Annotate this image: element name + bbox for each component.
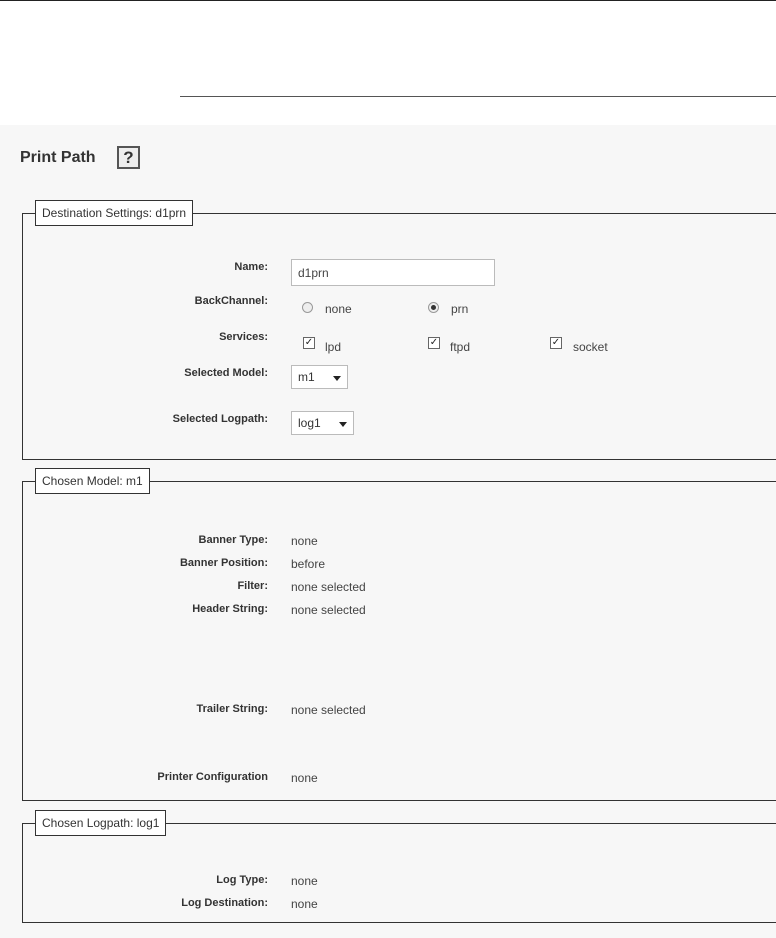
- log-destination-label: Log Destination:: [181, 897, 268, 909]
- log-destination-value: none: [291, 897, 318, 911]
- selected-model-label: Selected Model:: [184, 367, 268, 379]
- service-socket-checkbox[interactable]: ✓: [551, 337, 561, 348]
- banner-type-label: Banner Type:: [198, 534, 268, 546]
- header-divider: [180, 96, 776, 97]
- selected-logpath-label: Selected Logpath:: [172, 413, 268, 425]
- trailer-string-value: none selected: [291, 703, 366, 717]
- chevron-down-icon: [339, 422, 347, 427]
- service-lpd-label: lpd: [325, 340, 342, 354]
- banner-type-value: none: [291, 534, 318, 548]
- log-type-value: none: [291, 874, 318, 888]
- filter-label: Filter:: [237, 580, 268, 592]
- backchannel-prn-radio[interactable]: [428, 302, 439, 313]
- logpath-select[interactable]: [291, 411, 354, 435]
- backchannel-none-label: none: [325, 302, 352, 316]
- header-string-label: Header String:: [192, 603, 268, 615]
- help-icon[interactable]: ?: [117, 146, 140, 169]
- banner-position-label: Banner Position:: [179, 557, 268, 569]
- log-type-label: Log Type:: [216, 874, 268, 886]
- backchannel-label: BackChannel:: [194, 295, 268, 307]
- chosen-logpath-panel: [22, 816, 776, 923]
- banner-position-value: before: [291, 557, 326, 571]
- model-select-value: m1: [298, 370, 315, 384]
- backchannel-none-radio[interactable]: [302, 302, 313, 313]
- destination-settings-panel: [22, 206, 776, 460]
- logpath-select-value: log1: [298, 416, 321, 430]
- header-area: [0, 5, 776, 125]
- destination-settings-legend: Destination Settings: d1prn: [35, 200, 193, 226]
- name-label: Name:: [234, 261, 268, 273]
- chosen-model-panel: [22, 474, 776, 801]
- chevron-down-icon: [333, 376, 341, 381]
- services-label: Services:: [219, 331, 268, 343]
- filter-value: none selected: [291, 580, 366, 594]
- name-input[interactable]: d1prn: [291, 259, 495, 286]
- service-ftpd-checkbox[interactable]: ✓: [429, 337, 439, 348]
- service-socket-label: socket: [573, 340, 608, 354]
- backchannel-prn-label: prn: [451, 302, 469, 316]
- printer-configuration-value: none: [291, 771, 318, 785]
- printer-configuration-label: Printer Configuration: [157, 771, 268, 783]
- chosen-logpath-legend: Chosen Logpath: log1: [35, 810, 166, 836]
- chosen-model-legend: Chosen Model: m1: [35, 468, 150, 494]
- model-select[interactable]: [291, 365, 348, 389]
- header-string-value: none selected: [291, 603, 366, 617]
- trailer-string-label: Trailer String:: [196, 703, 268, 715]
- service-lpd-checkbox[interactable]: ✓: [304, 337, 314, 348]
- page-title: Print Path: [20, 149, 96, 166]
- service-ftpd-label: ftpd: [450, 340, 471, 354]
